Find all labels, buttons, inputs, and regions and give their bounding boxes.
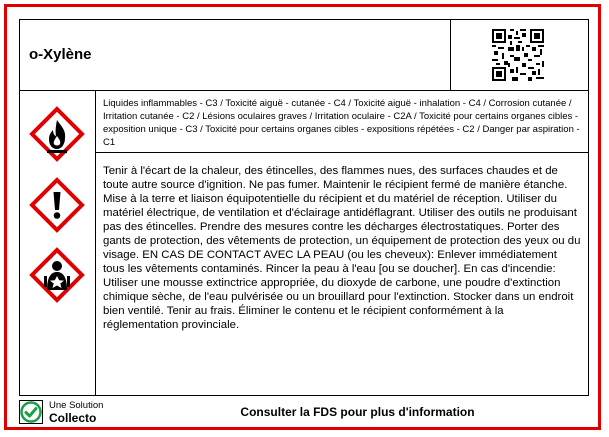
hazard-classes-cell xyxy=(96,91,589,153)
hazard-classes: Liquides inflammables - C3 / Toxicité aiguë - cutanée - C4 / Toxicité aiguë - inhalation - C4 / Corrosion cutanée / Irritation cutanée - C2 / Lésions oculaires graves / Irritation oculaire - C2A / Toxicité pour certains organes cibles - exposition unique - C3 / Toxicité pour certains organes cibles - expositions répétées - C2 / Danger par aspiration - C1 xyxy=(103,98,580,148)
precautionary-statements: Tenir à l'écart de la chaleur, des étincelles, des flammes nues, des surfaces chaudes et de toute autre source d'ignition. Ne pas fumer. Maintenir le récipient fermé de manière étanche. Mise à la terre et liaison équipotentielle du récipient et du matériel de réception. Utiliser du matériel électrique, de ventilation et d'éclairage antidéflagrant. Utiliser des outils ne produisant pas des étincelles. Prendre des mesures contre les décharges électrostatiques. Porter des gants de protection, des vêtements de protection, un équipement de protection des yeux ou du visage. EN CAS DE CONTACT AVEC LA PEAU (ou les cheveux): Enlever immédiatement tous les vêtements contaminés. Rincer la peau à l'eau [ou se doucher]. En cas d'incendie: Utiliser une mousse extinctrice appropriée, du dioxyde de carbone, une poudre d'extinction chimique sèche, de l'eau pulvérisée ou un brouillard pour l'extinction. Stocker dans un endroit bien ventilé. Tenir au frais. Éliminer le contenu et le récipient conformément à la réglementation provinciale. xyxy=(103,165,581,331)
collecto-logo xyxy=(19,398,119,426)
pictogram-column xyxy=(20,91,96,396)
logo-brand-name: Collecto xyxy=(49,411,97,425)
collecto-check-icon xyxy=(20,401,42,423)
collecto-logo-box xyxy=(19,400,43,424)
label-table xyxy=(19,19,589,396)
health-hazard-icon xyxy=(29,247,85,303)
logo-tagline: Une Solution xyxy=(49,400,104,411)
exclamation-mark-icon xyxy=(29,177,85,233)
qr-code-icon xyxy=(492,29,544,81)
qr-code-cell xyxy=(451,20,589,91)
sds-notice: Consulter la FDS pour plus d'information xyxy=(240,405,475,419)
product-name-cell xyxy=(20,20,451,91)
product-name: o-Xylène xyxy=(29,46,92,63)
flame-icon xyxy=(29,106,85,162)
